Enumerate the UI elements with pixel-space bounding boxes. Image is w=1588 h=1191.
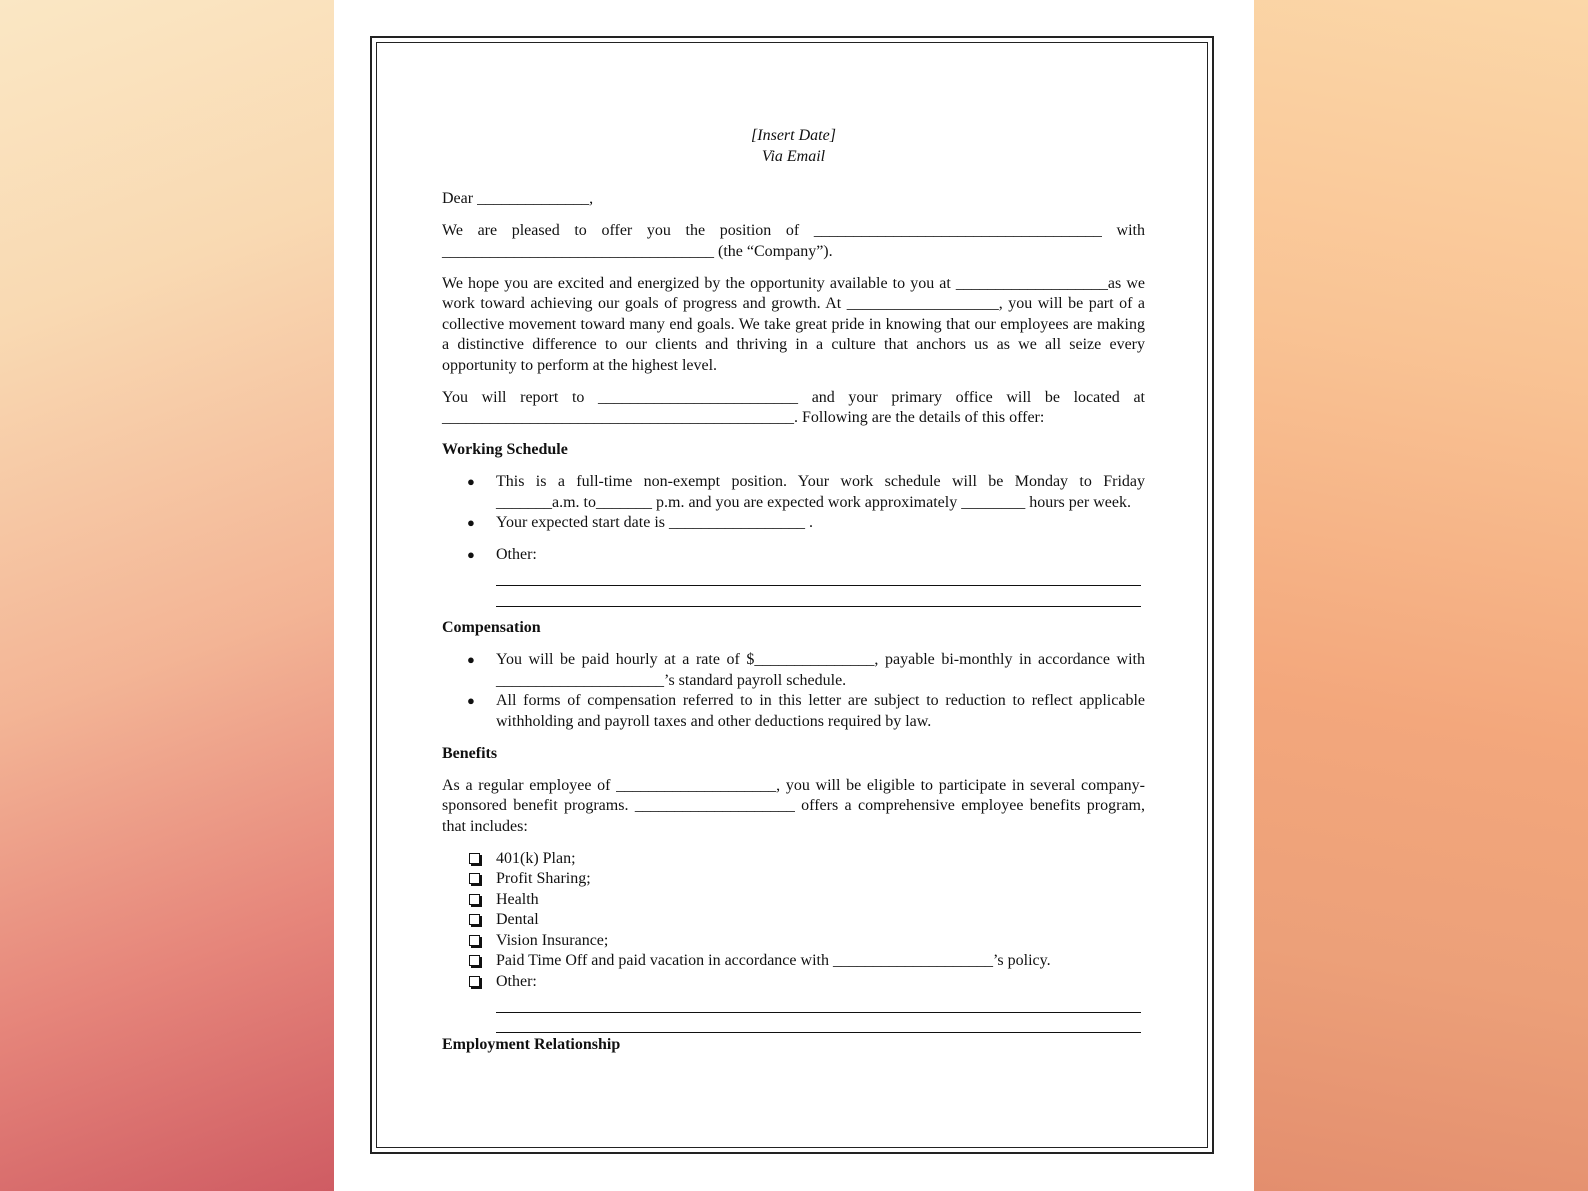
compensation-list (442, 650, 1145, 732)
letter-body (442, 126, 1145, 1067)
date-placeholder: [Insert Date] (751, 127, 836, 144)
list-item: ● All forms of compensation referred to in this letter are subject to reduction to reflect applicable withholding and payroll taxes and other deductions required by law. (467, 692, 1145, 730)
hope-paragraph: We hope you are excited and energized by the opportunity available to you at ___________________as we work toward achieving our goals of progress and growth. At ___________________, you will be part of a collective movement toward many end goals. We take great pride in knowing that our employees are making a distinctive difference to our clients and thriving in a culture that anchors us as we all seize every opportunity to perform at the highest level. (442, 274, 1145, 374)
list-item: Paid Time Off and paid vacation in accordance with ____________________’s policy. (442, 951, 1145, 972)
compensation-heading: Compensation (442, 619, 541, 636)
blank-line (496, 566, 1141, 587)
checkbox-icon (469, 976, 480, 987)
salutation: Dear ______________, (442, 190, 594, 207)
working-schedule-list (442, 472, 1145, 566)
list-item: Health (442, 890, 1145, 911)
list-item: Other: (442, 972, 1145, 993)
checkbox-icon (469, 853, 480, 864)
checkbox-icon (469, 873, 480, 884)
benefits-paragraph: As a regular employee of ____________________, you will be eligible to participate in several company-sponsored benefit programs. ____________________ offers a comprehensive employee benefits program, that includes: (442, 776, 1145, 835)
blank-line (496, 586, 1141, 607)
background-right (1254, 0, 1588, 1191)
benefits-list (442, 849, 1145, 993)
checkbox-icon (469, 894, 480, 905)
blank-line (496, 992, 1141, 1013)
report-line-1: You will report to _________________________ and your primary office will be located at (442, 388, 1145, 406)
document-page (334, 0, 1254, 1191)
list-item: 401(k) Plan; (442, 849, 1145, 870)
report-paragraph (442, 388, 1145, 429)
employment-relationship-heading: Employment Relationship (442, 1036, 621, 1053)
intro-paragraph (442, 221, 1145, 262)
checkbox-icon (469, 935, 480, 946)
intro-line-2: __________________________________ (the “Company”). (442, 242, 833, 260)
list-item: Vision Insurance; (442, 931, 1145, 952)
list-item: Dental (442, 910, 1145, 931)
blank-line (496, 1013, 1141, 1034)
checkbox-icon (469, 914, 480, 925)
benefits-heading: Benefits (442, 744, 498, 762)
bullet-icon: ● (467, 474, 475, 489)
list-item: ● Your expected start date is _________________ . (442, 513, 1145, 534)
bullet-icon: ● (467, 547, 475, 562)
intro-line-1: We are pleased to offer you the position of ____________________________________ with (442, 222, 1145, 239)
background-left (0, 0, 334, 1191)
bullet-icon: ● (467, 652, 475, 667)
bullet-icon: ● (467, 693, 475, 708)
list-item: Profit Sharing; (442, 869, 1145, 890)
list-item: ● Other: (442, 545, 1145, 566)
working-schedule-heading: Working Schedule (442, 441, 568, 458)
list-item: ● You will be paid hourly at a rate of $_______________, payable bi-monthly in accordance with _____________________’s standard payroll schedule. (467, 651, 1145, 689)
via-email: Via Email (761, 147, 826, 165)
list-item: ● This is a full-time non-exempt position. Your work schedule will be Monday to Friday _______a.m. to_______ p.m. and you are expected work approximately ________ hours per week. (467, 473, 1145, 511)
report-line-2: ____________________________________________. Following are the details of this offer: (442, 409, 1045, 426)
bullet-icon: ● (467, 515, 475, 530)
checkbox-icon (469, 955, 480, 966)
